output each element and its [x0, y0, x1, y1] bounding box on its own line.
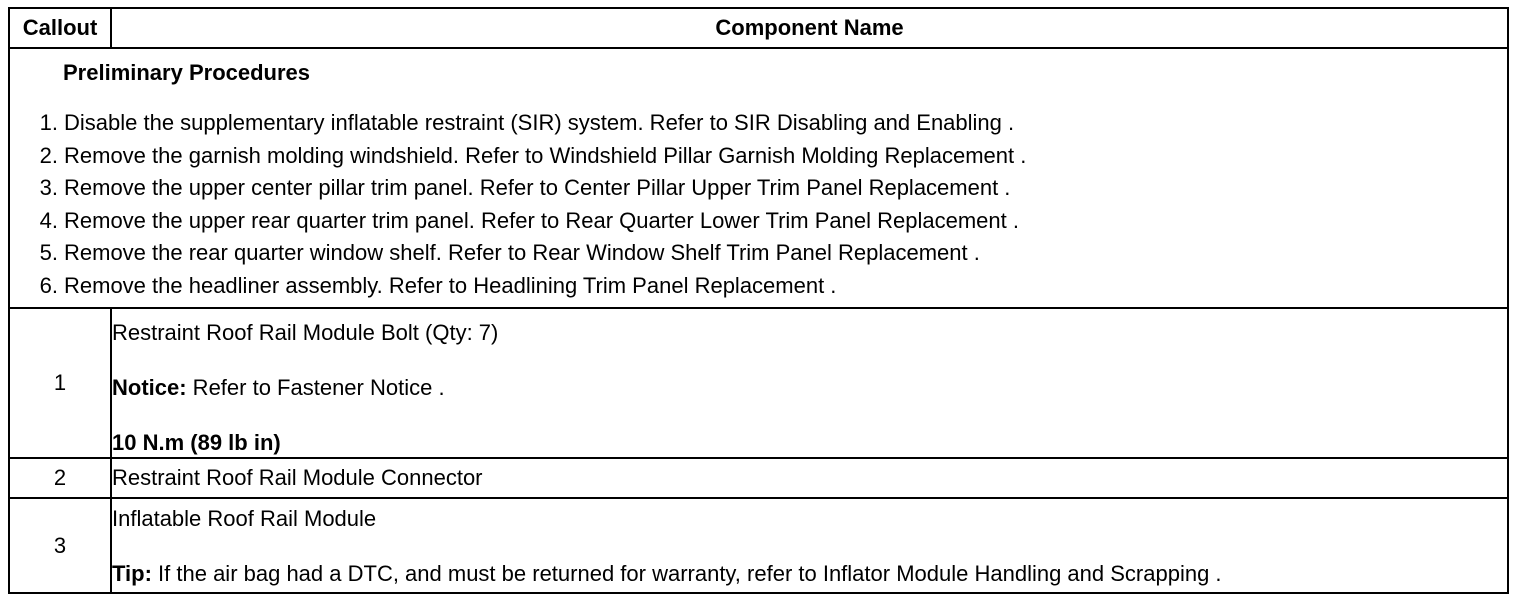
- list-item: [10, 205, 1507, 238]
- component-cell: [111, 308, 1508, 458]
- callout-number: 2: [9, 458, 111, 498]
- preliminary-cell: [9, 48, 1508, 308]
- component-name-header: Component Name: [111, 8, 1508, 48]
- step-number: 5.: [39, 240, 58, 266]
- preliminary-steps: [10, 107, 1507, 303]
- list-item: [10, 172, 1507, 205]
- callout-header: Callout: [9, 8, 111, 48]
- table-row: [9, 458, 1508, 498]
- step-text: Remove the rear quarter window shelf. Refer to Rear Window Shelf Trim Panel Replacement .: [64, 240, 980, 266]
- step-number: 1.: [39, 110, 58, 135]
- list-item: [10, 270, 1507, 303]
- component-name: Inflatable Roof Rail Module: [112, 505, 377, 531]
- list-item: [10, 107, 1507, 140]
- preliminary-row: [9, 48, 1508, 308]
- torque-spec: [112, 429, 1507, 456]
- component-name: Restraint Roof Rail Module Connector: [111, 458, 1508, 498]
- component-cell: [111, 498, 1508, 593]
- step-text: Remove the garnish molding windshield. Refer to Windshield Pillar Garnish Molding Replacement .: [64, 142, 1027, 168]
- procedure-table: [8, 7, 1509, 594]
- tip-text: If the air bag had a DTC, and must be returned for warranty, refer to Inflator Module Handling and Scrapping .: [151, 560, 1222, 586]
- step-text: Remove the upper center pillar trim panel. Refer to Center Pillar Upper Trim Panel Replacement .: [64, 175, 1011, 201]
- table-row: [9, 498, 1508, 593]
- notice-line: [112, 374, 1507, 401]
- notice-text: Refer to Fastener Notice .: [186, 374, 445, 400]
- header-row: [9, 8, 1508, 48]
- step-number: 4.: [39, 207, 58, 233]
- torque-value: 10 N.m (89 lb in): [112, 429, 281, 455]
- notice-label: Notice:: [112, 374, 187, 400]
- table-row: [9, 308, 1508, 458]
- tip-line: [112, 560, 1507, 587]
- step-text: Remove the headliner assembly. Refer to Headlining Trim Panel Replacement .: [64, 272, 837, 298]
- callout-number: 3: [9, 498, 111, 593]
- tip-label: Tip:: [112, 560, 152, 586]
- step-number: 2.: [39, 142, 58, 168]
- step-number: 3.: [39, 175, 58, 201]
- list-item: [10, 140, 1507, 173]
- component-name: Restraint Roof Rail Module Bolt (Qty: 7): [112, 319, 499, 345]
- step-number: 6.: [39, 272, 58, 298]
- step-text: Disable the supplementary inflatable restraint (SIR) system. Refer to SIR Disabling and Enabling .: [64, 110, 1015, 135]
- step-text: Remove the upper rear quarter trim panel. Refer to Rear Quarter Lower Trim Panel Replacement .: [64, 207, 1019, 233]
- list-item: [10, 237, 1507, 270]
- preliminary-title: Preliminary Procedures: [63, 60, 311, 85]
- callout-number: 1: [9, 308, 111, 458]
